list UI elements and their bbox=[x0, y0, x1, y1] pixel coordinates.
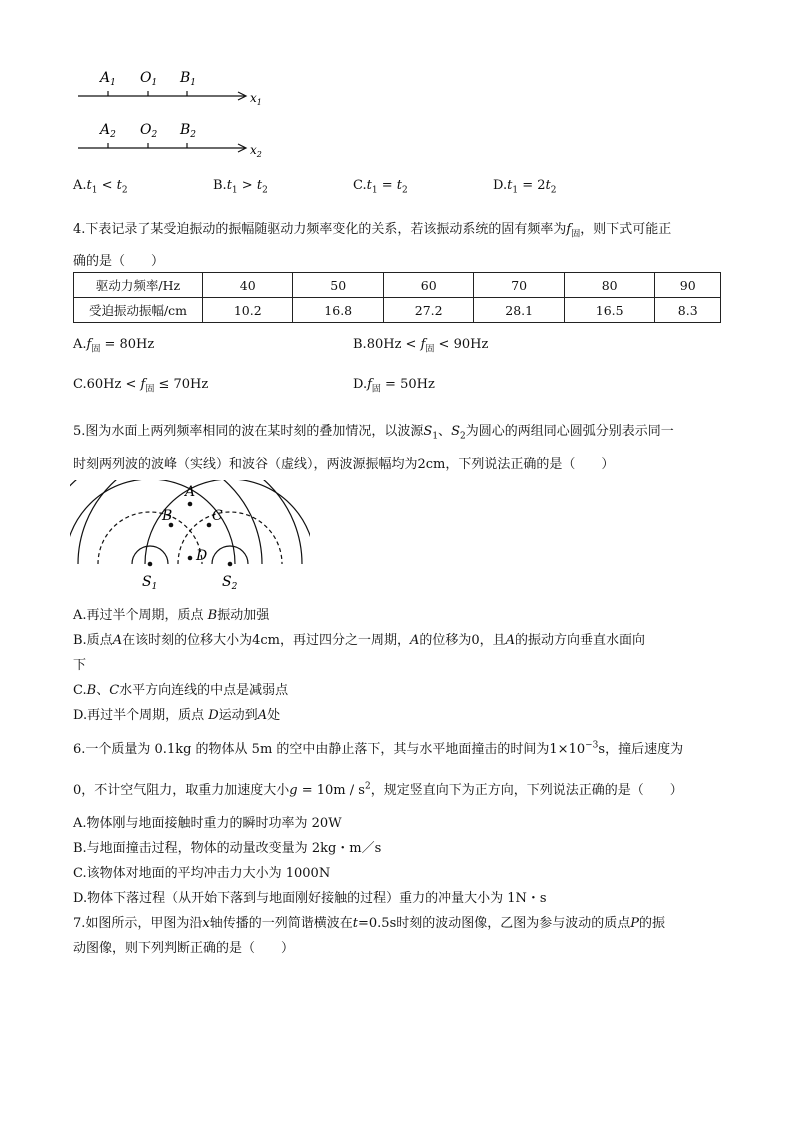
s2-trough bbox=[178, 512, 282, 564]
q4-option-a[interactable]: $A.f_固 = 80Hz$ bbox=[73, 337, 155, 355]
q4-stem-line1: 4.下表记录了某受迫振动的振幅随驱动力频率变化的关系，若该振动系统的固有频率为$f_固$，则下式可能正 bbox=[73, 222, 672, 240]
source-s2-dot bbox=[228, 562, 233, 567]
q5-option-b-line2: 下 bbox=[73, 658, 87, 673]
q5-option-a[interactable]: A.再过半个周期，质点 B振动加强 bbox=[73, 608, 270, 623]
point-a-dot bbox=[188, 502, 193, 507]
label-x1: $x_1$ bbox=[250, 91, 262, 107]
q5-stem-line2: 时刻两列波的波峰（实线）和波谷（虚线），两波源振幅均为2cm，下列说法正确的是（ ） bbox=[73, 457, 615, 472]
q4-option-b[interactable]: $B.80Hz < f_固 < 90Hz$ bbox=[353, 337, 489, 355]
q3-option-a[interactable]: $A.t_1 < t_2$ bbox=[73, 178, 128, 196]
q6-stem-line2: 0，不计空气阻力，取重力加速度大小$g = 10m / s^2$，规定竖直向下为正方向，下列说法正确的是（ ） bbox=[73, 781, 683, 798]
table-cell: 27.2 bbox=[383, 298, 473, 323]
label-a1: $A_1$ bbox=[100, 70, 116, 88]
table-cell: 28.1 bbox=[474, 298, 564, 323]
table-row bbox=[74, 298, 721, 323]
label-o1: $O_1$ bbox=[140, 70, 158, 88]
label-a: A bbox=[185, 484, 196, 500]
q3-option-c[interactable]: $C.t_1 = t_2$ bbox=[353, 178, 408, 196]
q5-option-b[interactable]: B.质点A在该时刻的位移大小为4cm，再过四分之一周期，A的位移为0，且A的振动方向垂直水面向 bbox=[73, 633, 646, 648]
label-d: D bbox=[196, 548, 208, 564]
table-cell: 受迫振动振幅/cm bbox=[74, 298, 203, 323]
q6-stem-line1: 6.一个质量为 0.1kg 的物体从 5m 的空中由静止落下，其与水平地面撞击的时间为$1\times 10^{-3}s$，撞后速度为 bbox=[73, 740, 684, 757]
label-b2: $B_2$ bbox=[180, 122, 197, 140]
source-s1-dot bbox=[148, 562, 153, 567]
table-cell: 50 bbox=[293, 273, 383, 298]
s2-crest-inner bbox=[212, 546, 248, 564]
table-cell: 16.8 bbox=[293, 298, 383, 323]
q4-option-d[interactable]: $D.f_固 = 50Hz$ bbox=[353, 377, 435, 395]
s1-crest-2 bbox=[70, 480, 235, 564]
point-d-dot bbox=[188, 556, 193, 561]
table-cell: 60 bbox=[383, 273, 473, 298]
q4-option-c[interactable]: $C.60Hz < f_固 \le 70Hz$ bbox=[73, 377, 209, 395]
table-cell: 16.5 bbox=[564, 298, 654, 323]
table-cell: 80 bbox=[564, 273, 654, 298]
table-cell: 70 bbox=[474, 273, 564, 298]
q6-option-b[interactable]: B.与地面撞击过程，物体的动量改变量为 2kg・m／s bbox=[73, 841, 382, 856]
q3-axes-figure bbox=[70, 65, 270, 160]
q6-option-c[interactable]: C.该物体对地面的平均冲击力大小为 1000N bbox=[73, 866, 331, 881]
label-a2: $A_2$ bbox=[100, 122, 116, 140]
point-c-dot bbox=[207, 523, 212, 528]
q3-option-b[interactable]: $B.t_1 > t_2$ bbox=[213, 178, 268, 196]
q3-option-d[interactable]: $D.t_1 = 2t_2$ bbox=[493, 178, 557, 196]
table-cell: 驱动力频率/Hz bbox=[74, 273, 203, 298]
label-b: B bbox=[162, 508, 173, 524]
label-x2: $x_2$ bbox=[250, 143, 262, 159]
q5-interference-figure bbox=[70, 480, 310, 595]
s1-trough bbox=[98, 512, 202, 564]
q4-amplitude-table bbox=[73, 272, 721, 323]
q6-option-d[interactable]: D.物体下落过程（从开始下落到与地面刚好接触的过程）重力的冲量大小为 1N・s bbox=[73, 891, 547, 906]
label-o2: $O_2$ bbox=[140, 122, 158, 140]
table-cell: 10.2 bbox=[203, 298, 293, 323]
table-cell: 90 bbox=[655, 273, 721, 298]
q7-stem-line1: 7.如图所示，甲图为沿x轴传播的一列简谐横波在t=0.5s时刻的波动图像，乙图为参与波动的质点P的振 bbox=[73, 916, 666, 931]
q5-option-c[interactable]: C.B、C水平方向连线的中点是减弱点 bbox=[73, 683, 289, 698]
q5-stem-line1: 5.图为水面上两列频率相同的波在某时刻的叠加情况，以波源$S_1$、$S_2$为圆心的两组同心圆弧分别表示同一 bbox=[73, 424, 674, 442]
label-c: C bbox=[212, 508, 223, 524]
label-s1: $S_1$ bbox=[142, 574, 158, 592]
table-row bbox=[74, 273, 721, 298]
q6-option-a[interactable]: A.物体刚与地面接触时重力的瞬时功率为 20W bbox=[73, 816, 342, 831]
q7-stem-line2: 动图像，则下列判断正确的是（ ） bbox=[73, 941, 295, 956]
table-cell: 40 bbox=[203, 273, 293, 298]
s1-crest-inner bbox=[132, 546, 168, 564]
q5-option-d[interactable]: D.再过半个周期，质点 D运动到A处 bbox=[73, 708, 281, 723]
q4-stem-line2: 确的是（ ） bbox=[73, 254, 165, 269]
label-b1: $B_1$ bbox=[180, 70, 197, 88]
table-cell: 8.3 bbox=[655, 298, 721, 323]
label-s2: $S_2$ bbox=[222, 574, 238, 592]
